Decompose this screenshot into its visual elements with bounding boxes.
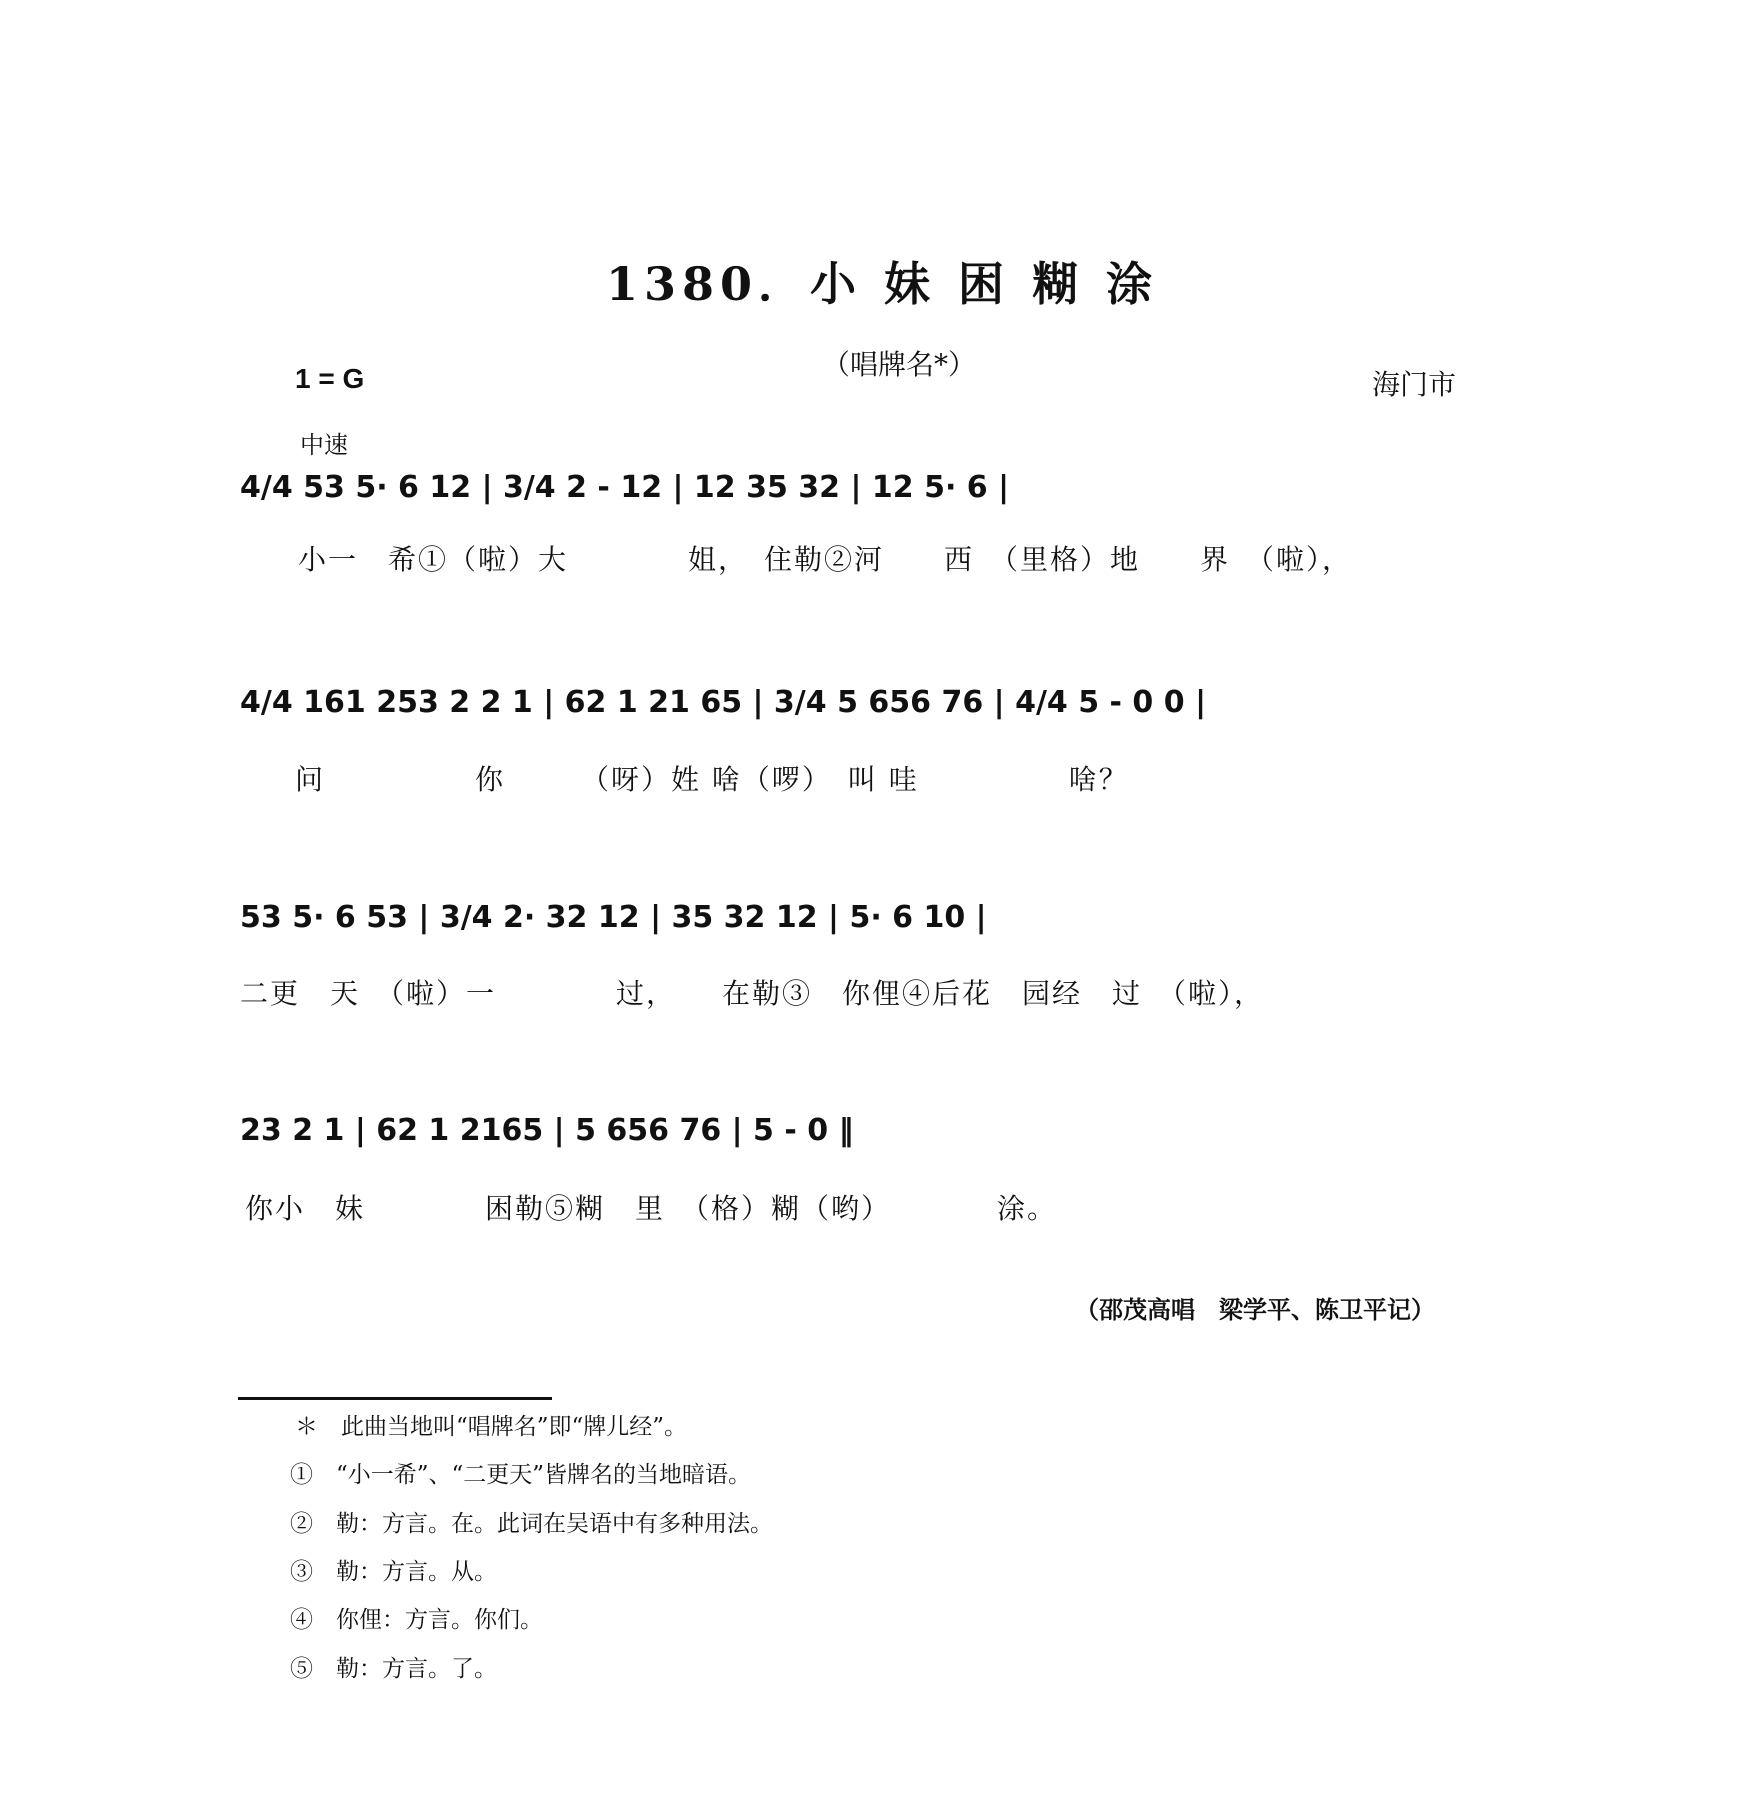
key-signature: 1 = G xyxy=(295,363,365,394)
footnote-5: ⑤ 勒：方言。了。 xyxy=(290,1656,497,1682)
lyrics-line-4: 你小 妹 困勒⑤糊 里 （格）糊（哟） 涂。 xyxy=(245,1192,1058,1225)
region-label: 海门市 xyxy=(1372,368,1457,401)
notation-line-1: 4/4 53 5· 6 12 | 3/4 2 - 12 | 12 35 32 | 12 5· 6 | xyxy=(240,470,1010,505)
footnote-2: ② 勒：方言。在。此词在吴语中有多种用法。 xyxy=(290,1511,773,1537)
notation-line-2: 4/4 161 253 2 2 1 | 62 1 21 65 | 3/4 5 656 76 | 4/4 5 - 0 0 | xyxy=(240,685,1207,720)
performer-credit: （邵茂高唱 梁学平、陈卫平记） xyxy=(1075,1295,1435,1324)
notation-line-3: 53 5· 6 53 | 3/4 2· 32 12 | 35 32 12 | 5· 6 10 | xyxy=(240,900,987,935)
lyrics-line-1: 小一 希①（啦）大 姐， 住勒②河 西 （里格）地 界 （啦）， xyxy=(298,543,1353,576)
footnote-divider xyxy=(238,1397,552,1400)
footnote-4: ④ 你俚：方言。你们。 xyxy=(290,1607,543,1633)
notation-line-4: 23 2 1 | 62 1 2165 | 5 656 76 | 5 - 0 ‖ xyxy=(240,1113,854,1148)
tempo-marking: 中速 xyxy=(300,431,348,459)
footnote-3: ③ 勒：方言。从。 xyxy=(290,1559,497,1585)
footnote-1: ① “小一希”、“二更天”皆牌名的当地暗语。 xyxy=(290,1462,752,1488)
page-title: 1380．小 妹 困 糊 涂 xyxy=(606,257,1159,311)
lyrics-line-2: 问 你 （呀）姓 啥（啰） 叫 哇 啥？ xyxy=(295,763,1129,796)
footnote-asterisk: ＊ 此曲当地叫“唱牌名”即“牌儿经”。 xyxy=(295,1414,688,1440)
subtitle: （唱牌名*） xyxy=(822,348,977,381)
lyrics-line-3: 二更 天 （啦）一 过， 在勒③ 你俚④后花 园经 过 （啦）， xyxy=(240,977,1265,1010)
